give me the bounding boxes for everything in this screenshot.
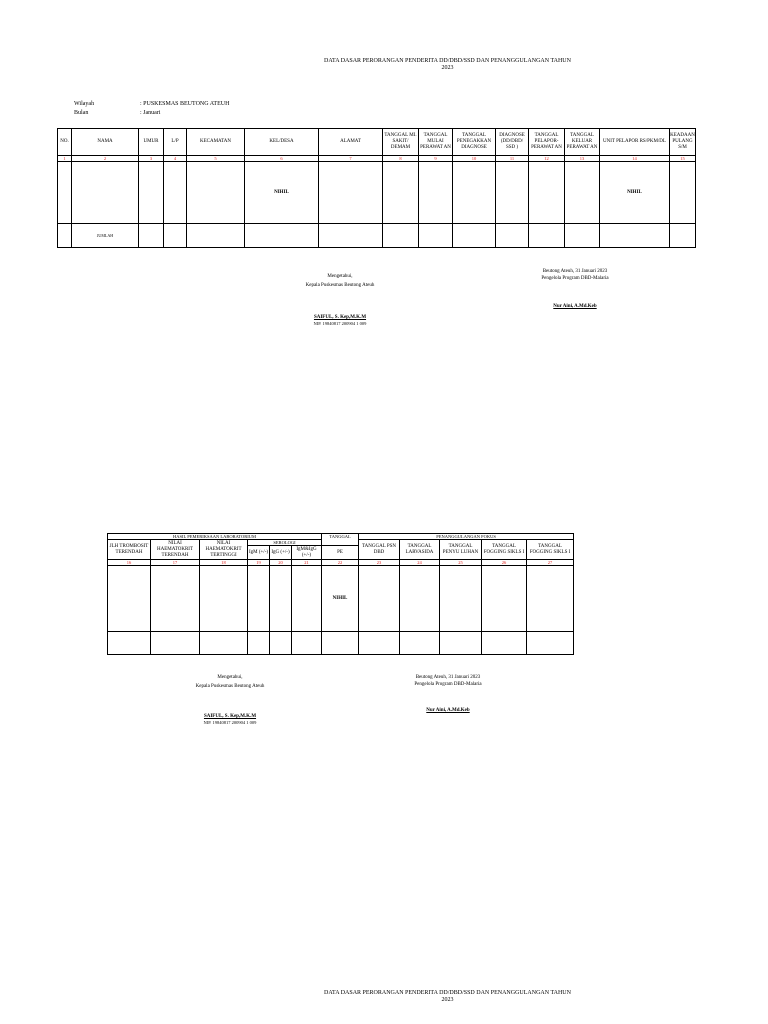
header-cell: KEL/DESA — [245, 129, 319, 156]
column-number: 8 — [383, 156, 419, 162]
group-lab-header: HASIL PEMERIKSAAN LABORATORIUM — [108, 534, 322, 540]
header-cell: TANGGAL LARVASIDA — [400, 540, 440, 560]
title-line-1: DATA DASAR PERORANGAN PENDERITA DD/DBD/SSD DAN PENANGGULANGAN TAHUN — [324, 990, 571, 996]
kepala-name: SAIFUL, S. Kep,M.K.M — [313, 315, 367, 320]
bulan-value: : Januari — [140, 110, 161, 116]
header-cell: NO. — [58, 129, 72, 156]
table-row — [58, 162, 696, 224]
header-cell: TANGGAL FOGGING SIKLS I — [482, 540, 527, 560]
signature-left-2 — [160, 674, 300, 690]
header-cell: KECAMATAN — [187, 129, 245, 156]
table-row — [108, 632, 574, 655]
signature-name-right-2 — [378, 707, 518, 714]
pengelola-name: Nur Aini, A.Md.Keb — [426, 708, 470, 713]
signature-left-1 — [270, 273, 410, 289]
column-number: 21 — [292, 560, 322, 566]
column-number: 2 — [72, 156, 139, 162]
header-cell: UMUR — [139, 129, 164, 156]
table1-header-row — [58, 129, 696, 156]
column-number: 11 — [496, 156, 529, 162]
column-number: 13 — [565, 156, 600, 162]
header-cell: UNIT PELAPOR RS/PKM/DL — [600, 129, 670, 156]
signature-name-left-1 — [270, 314, 410, 326]
column-number: 26 — [482, 560, 527, 566]
kepala-nip: NIP. 19840817 200904 1 009 — [313, 321, 367, 326]
column-number: 7 — [319, 156, 383, 162]
header-cell: IgM (+/-) — [248, 546, 270, 560]
column-number: 24 — [400, 560, 440, 566]
title-line-2: 2023 — [441, 65, 454, 71]
nihil-text: NIHIL — [322, 566, 359, 632]
nihil-text: NIHIL — [245, 162, 319, 224]
column-number: 20 — [270, 560, 292, 566]
column-number: 12 — [529, 156, 565, 162]
title-line-2: 2023 — [441, 997, 454, 1003]
column-number: 23 — [359, 560, 400, 566]
kepala-name: SAIFUL, S. Kep,M.K.M — [203, 714, 257, 719]
pengelola-name: Nur Aini, A.Md.Keb — [553, 304, 597, 309]
header-cell: IgM&IgG (+/-) — [292, 546, 322, 560]
column-number: 1 — [58, 156, 72, 162]
column-number: 10 — [453, 156, 496, 162]
mengetahui-text: Mengetahui, — [327, 274, 353, 279]
header-cell: TANGGAL PSN DBD — [359, 540, 400, 560]
header-cell: NAMA — [72, 129, 139, 156]
header-cell: JLH TROMBOSIT TERENDAH — [108, 540, 151, 560]
signature-name-right-1 — [505, 303, 645, 310]
wilayah-value: : PUSKESMAS BEUTONG ATEUH — [140, 101, 230, 107]
column-number: 27 — [527, 560, 574, 566]
column-number: 15 — [670, 156, 696, 162]
header-cell: NILAI HAEMATOKRIT TERENDAH — [151, 540, 200, 560]
column-number: 22 — [322, 560, 359, 566]
column-number: 5 — [187, 156, 245, 162]
table-row — [108, 566, 574, 632]
header-cell: TANGGAL PELAPOR- PERAWAT AN — [529, 129, 565, 156]
kepala-puskesmas-text: Kepala Puskesmas Beutong Ateuh — [195, 684, 265, 689]
tanggal-label: TANGGAL — [329, 534, 351, 539]
header-cell: IgG (+/-) — [270, 546, 292, 560]
header-cell: PE — [322, 546, 359, 560]
wilayah-label: Wilayah — [74, 101, 95, 107]
header-cell: KEADAAN PULANG S/M — [670, 129, 696, 156]
nihil-text: NIHIL — [600, 162, 670, 224]
next-page-title — [300, 990, 595, 1004]
column-number: 4 — [164, 156, 187, 162]
title-line-1: DATA DASAR PERORANGAN PENDERITA DD/DBD/SSD DAN PENANGGULANGAN TAHUN — [324, 58, 571, 64]
document-title — [300, 58, 595, 72]
jumlah-row — [58, 224, 696, 248]
signature-right-2 — [378, 674, 518, 688]
date-place-text: Beutong Ateuh, 31 Januari 2023 — [415, 675, 481, 680]
column-number: 3 — [139, 156, 164, 162]
column-number: 19 — [248, 560, 270, 566]
pengelola-text: Pengelola Program DBD-Malaria — [414, 682, 482, 687]
header-cell: NILAI HAEMATOKRIT TERTINGGI — [200, 540, 248, 560]
column-number: 14 — [600, 156, 670, 162]
header-cell: TANGGAL PENYU LUHAN — [440, 540, 482, 560]
header-cell: ALAMAT — [319, 129, 383, 156]
bulan-label: Bulan — [74, 110, 89, 116]
column-number: 25 — [440, 560, 482, 566]
signature-name-left-2 — [160, 713, 300, 725]
jumlah-label: JUMLAH — [72, 224, 139, 248]
column-number: 9 — [419, 156, 453, 162]
header-cell: TANGGAL PENEGAKKAN DIAGNOSE — [453, 129, 496, 156]
header-cell: TANGGAL MULAI PERAWAT AN — [419, 129, 453, 156]
kepala-nip: NIP. 19840817 200904 1 009 — [203, 720, 257, 725]
lab-table — [107, 533, 574, 655]
header-cell: TANGGAL KELUAR PERAWAT AN — [565, 129, 600, 156]
column-number: 6 — [245, 156, 319, 162]
column-number: 18 — [200, 560, 248, 566]
header-cell: TANGGAL FOGGING SIKLS I — [527, 540, 574, 560]
column-number: 17 — [151, 560, 200, 566]
header-cell: L/P — [164, 129, 187, 156]
group-tanggal-header — [322, 534, 359, 546]
column-number: 16 — [108, 560, 151, 566]
header-cell: DIAGNOSE (DD/DBD/ SSD ) — [496, 129, 529, 156]
group-penanggulangan-header: PENANGGULANGAN FOKUS — [359, 534, 574, 540]
kepala-puskesmas-text: Kepala Puskesmas Beutong Ateuh — [305, 283, 375, 288]
signature-right-1 — [505, 268, 645, 282]
date-place-text: Beutong Ateuh, 31 Januari 2023 — [542, 269, 608, 274]
patient-table — [57, 128, 696, 248]
header-cell: TANGGAL MI. SAKIT/ DEMAM — [383, 129, 419, 156]
pengelola-text: Pengelola Program DBD-Malaria — [541, 276, 609, 281]
group-serologi-header: SEROLOGI — [248, 540, 322, 546]
mengetahui-text: Mengetahui, — [217, 675, 243, 680]
